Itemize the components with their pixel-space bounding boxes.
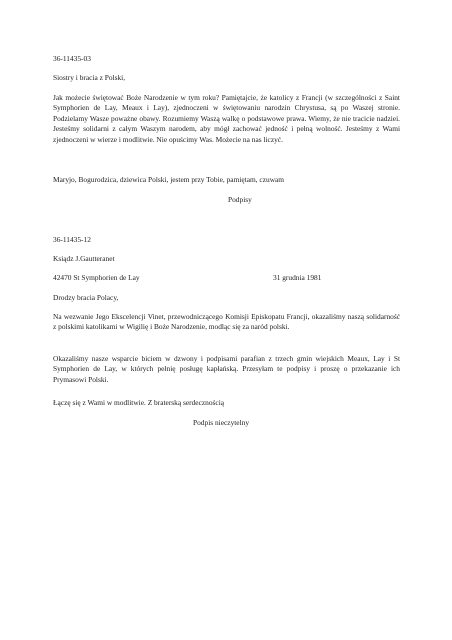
letter1-signature: Podpisy <box>228 195 252 204</box>
letter1-body: Jak możecie świętować Boże Narodzenie w tym roku? Pamiętajcie, że katolicy z Francji (w szczególności z Saint Symphorien de Lay, Meaux i Lay), zjednoczeni w świętowaniu narodzin Chrystusa, są po Waszej stronie. Podzielamy Wasze poważne obawy. Rozumiemy Waszą walkę o podstawowe prawa. Wiemy, że nie tracicie nadziei. Jesteśmy solidarni z całym Waszym narodem, aby mógł zachować jedność i pełną wolność. Jesteśmy z Wami zjednoczeni w wierze i modlitwie. Nie opuścimy Was. Możecie na nas liczyć. <box>53 93 400 144</box>
letter2-body-2: Okazaliśmy nasze wsparcie biciem w dzwony i podpisami parafian z trzech gmin wiejskich Meaux, Lay i St Symphorien de Lay, w których pełnię posługę kapłańską. Przesyłam te podpisy i proszę o przekazanie ich Prymasowi Polski. <box>53 354 400 384</box>
letter2-closing: Łączę się z Wami w modlitwie. Z braterską serdecznością <box>53 398 225 407</box>
letter2-reference: 36-11435-12 <box>53 235 91 244</box>
letter1-prayer: Maryjo, Bogurodzica, dziewica Polski, jestem przy Tobie, pamiętam, czuwam <box>53 175 285 184</box>
letter2-signature: Podpis nieczytelny <box>193 418 250 427</box>
letter2-date: 31 grudnia 1981 <box>273 273 322 282</box>
letter1-reference: 36-11435-03 <box>53 54 91 63</box>
letter1-greeting: Siostry i bracia z Polski, <box>53 73 126 82</box>
letter2-sender: Ksiądz J.Gautteranet <box>53 254 115 263</box>
letter2-address: 42470 St Symphorien de Lay <box>53 273 140 282</box>
letter2-body-1: Na wezwanie Jego Ekscelencji Vinet, przewodniczącego Komisji Episkopatu Francji, okazaliśmy naszą solidarność z polskimi katolikami w Wigilię i Boże Narodzenie, modląc się za naród polski. <box>53 312 400 332</box>
letter2-greeting: Drodzy bracia Polacy, <box>53 293 119 302</box>
